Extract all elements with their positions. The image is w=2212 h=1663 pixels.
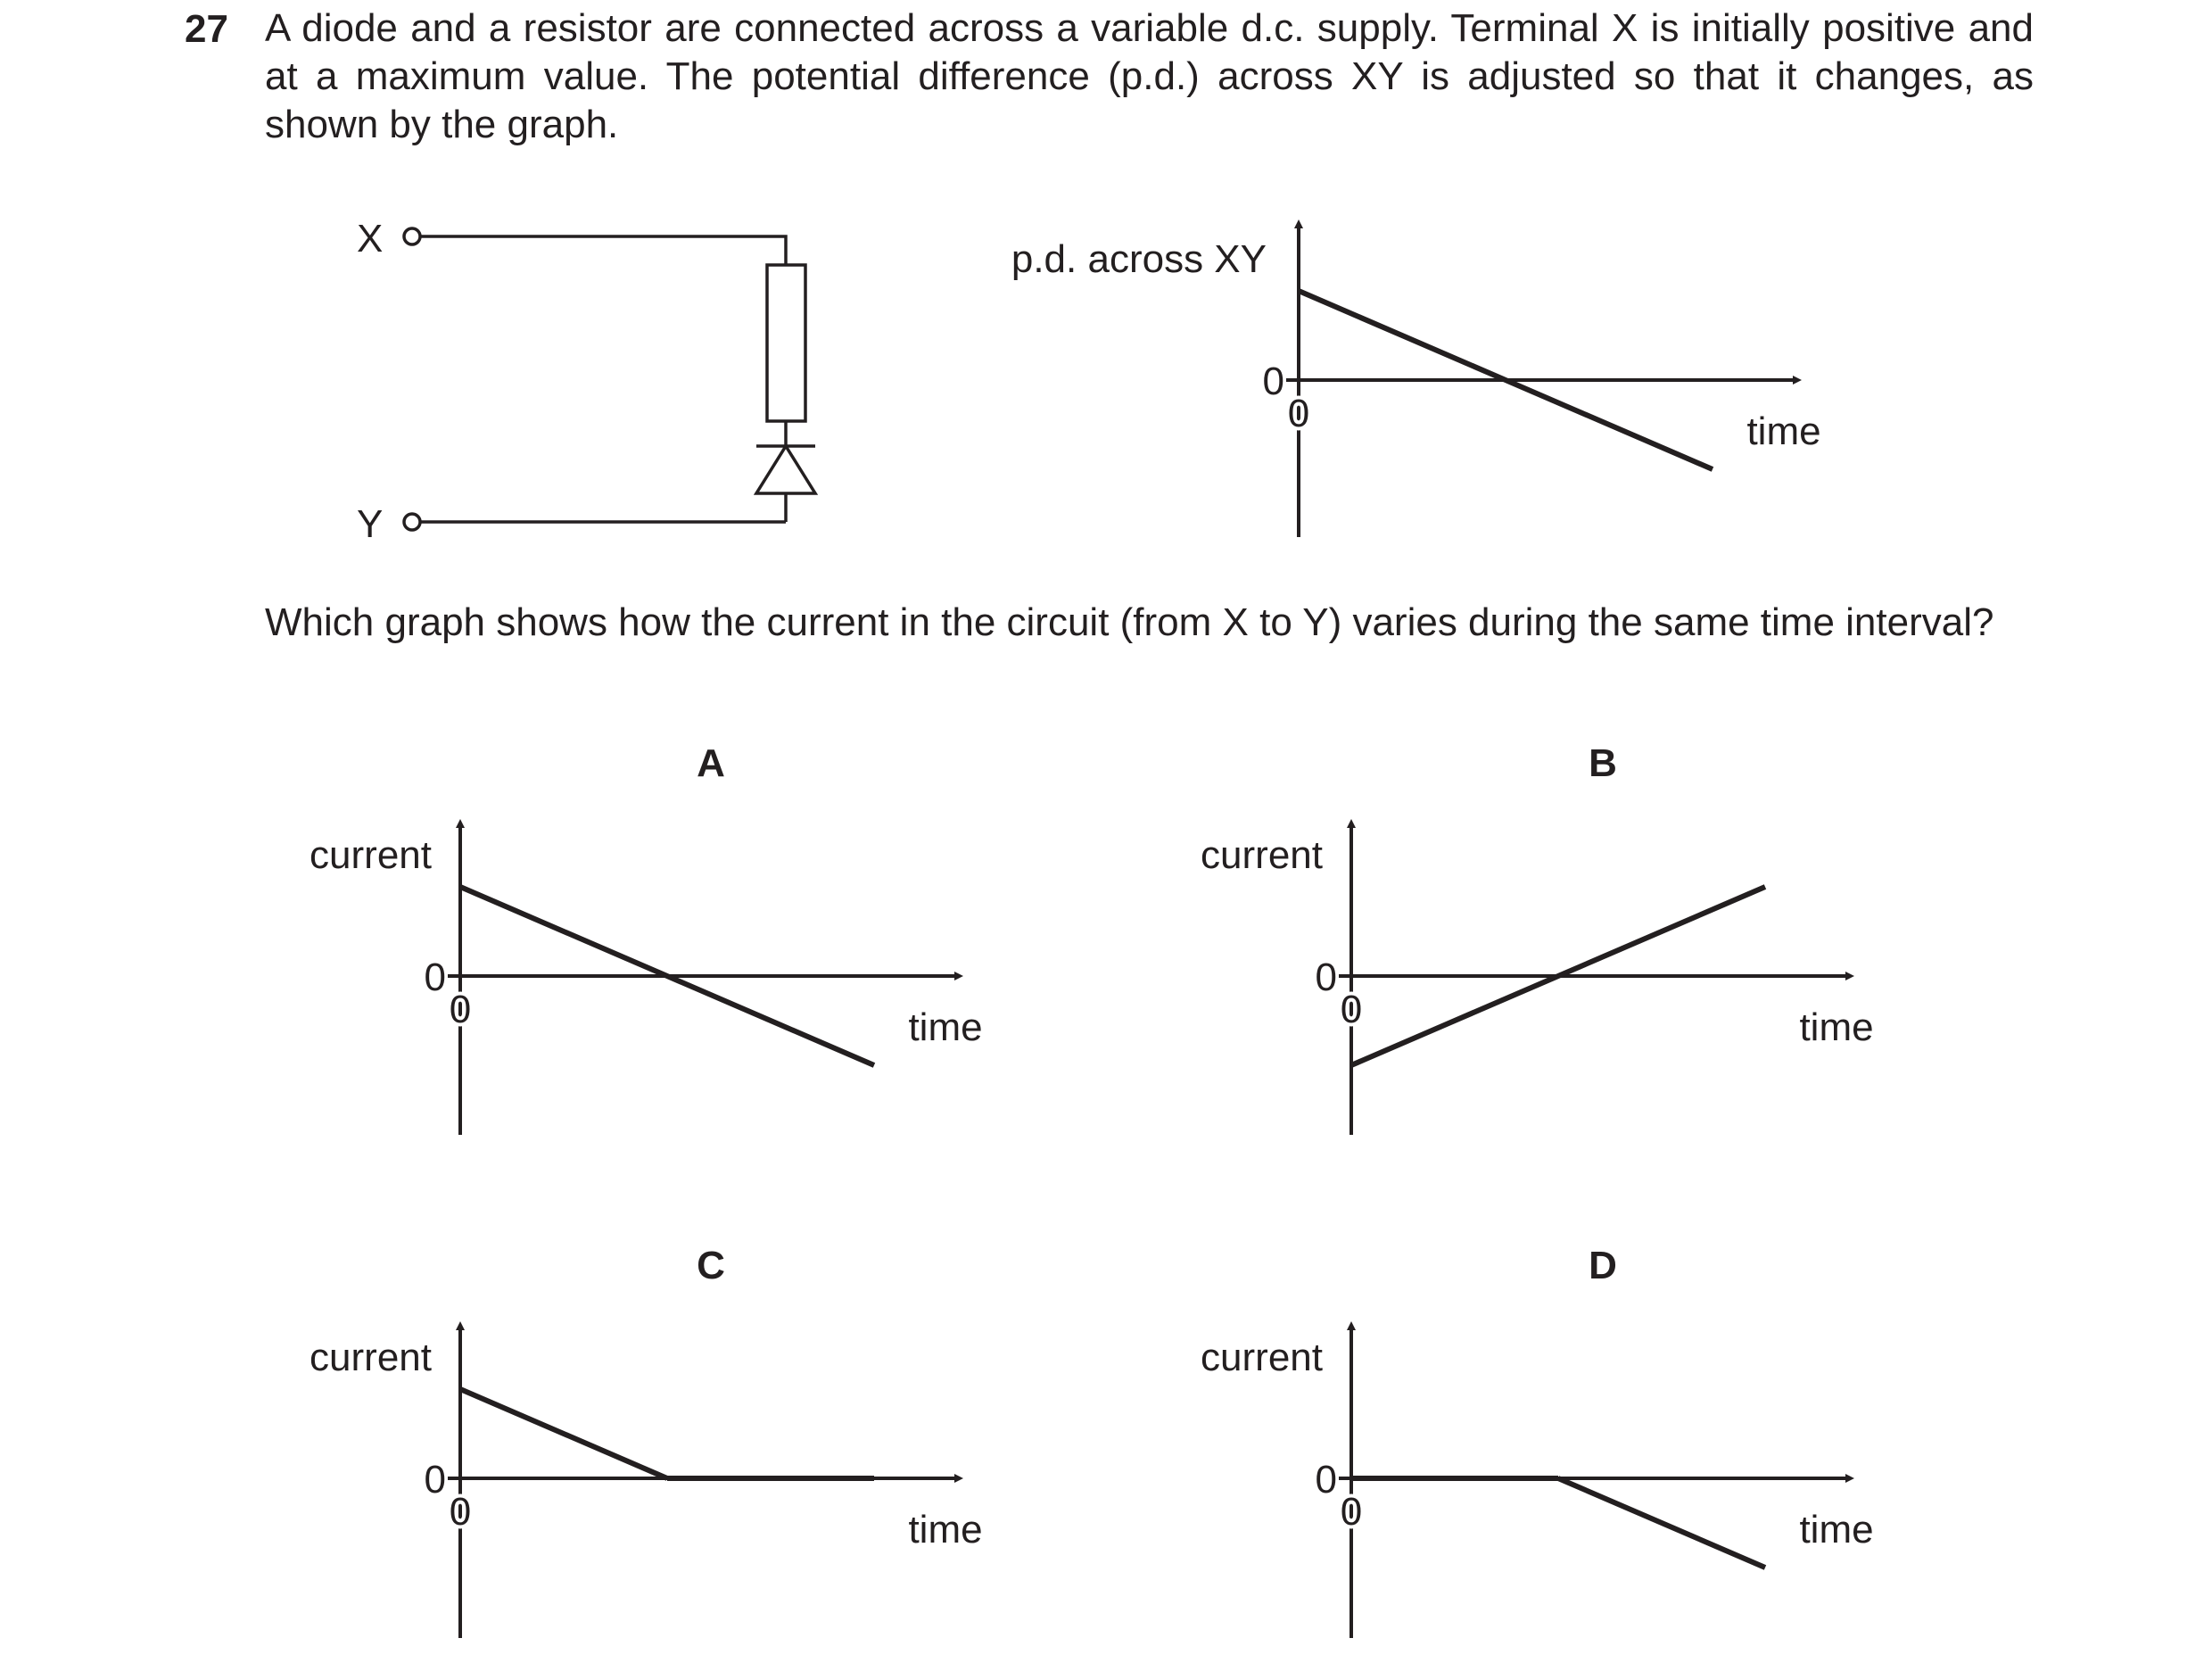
y-zero-label: 0 (1315, 956, 1337, 999)
x-zero-label: 0 (1287, 392, 1310, 435)
x-zero-label: 0 (1340, 988, 1363, 1031)
graph-option-label: C (697, 1244, 725, 1287)
y-axis-label: current (310, 1336, 432, 1379)
x-zero-label: 0 (449, 988, 472, 1031)
graph-option-label: A (697, 741, 725, 785)
terminal-y (404, 514, 420, 530)
y-axis-label: current (310, 833, 432, 877)
data-line-segment (667, 976, 874, 1065)
graph-option-label: D (1589, 1244, 1617, 1287)
data-line-segment (1558, 887, 1765, 976)
graph-a (310, 741, 983, 1135)
data-line-segment (1299, 291, 1506, 380)
question-prompt: Which graph shows how the current in the circuit (from X to Y) varies during the same time interval? (265, 600, 1994, 644)
data-line-segment (460, 887, 667, 976)
y-zero-label: 0 (424, 1458, 446, 1502)
data-line-segment (1351, 976, 1558, 1065)
x-axis-label: time (1746, 410, 1821, 453)
y-zero-label: 0 (1262, 360, 1284, 403)
x-axis-label: time (1799, 1005, 1874, 1049)
graph-d (1201, 1244, 1874, 1638)
y-axis-label: current (1201, 833, 1323, 877)
data-line-segment (1558, 1478, 1765, 1568)
graph-b (1201, 741, 1874, 1135)
x-axis-label: time (908, 1508, 983, 1551)
x-zero-label: 0 (449, 1490, 472, 1534)
data-line-segment (460, 1389, 667, 1478)
graph-option-label: B (1589, 741, 1617, 785)
y-zero-label: 0 (1315, 1458, 1337, 1502)
top-wire (420, 236, 786, 265)
question-intro: A diode and a resistor are connected across a variable d.c. supply. Terminal X is initially positive and at a maximum value. The potential difference (p.d.) across XY is adjusted so that it changes, as shown by the graph. (265, 6, 2034, 146)
x-zero-label: 0 (1340, 1490, 1363, 1534)
terminal-x-label: X (357, 217, 384, 261)
data-line-segment (1506, 380, 1713, 469)
y-zero-label: 0 (424, 956, 446, 999)
pd-graph (1011, 228, 1821, 537)
resistor-symbol (767, 265, 805, 421)
y-axis-label: current (1201, 1336, 1323, 1379)
graph-c (310, 1244, 983, 1638)
y-axis-label: p.d. across XY (1011, 237, 1267, 281)
circuit-diagram (357, 217, 815, 546)
question-number: 27 (185, 7, 228, 51)
diode-triangle (756, 446, 815, 493)
x-axis-label: time (1799, 1508, 1874, 1551)
terminal-x (404, 228, 420, 244)
terminal-y-label: Y (357, 502, 384, 546)
x-axis-label: time (908, 1005, 983, 1049)
